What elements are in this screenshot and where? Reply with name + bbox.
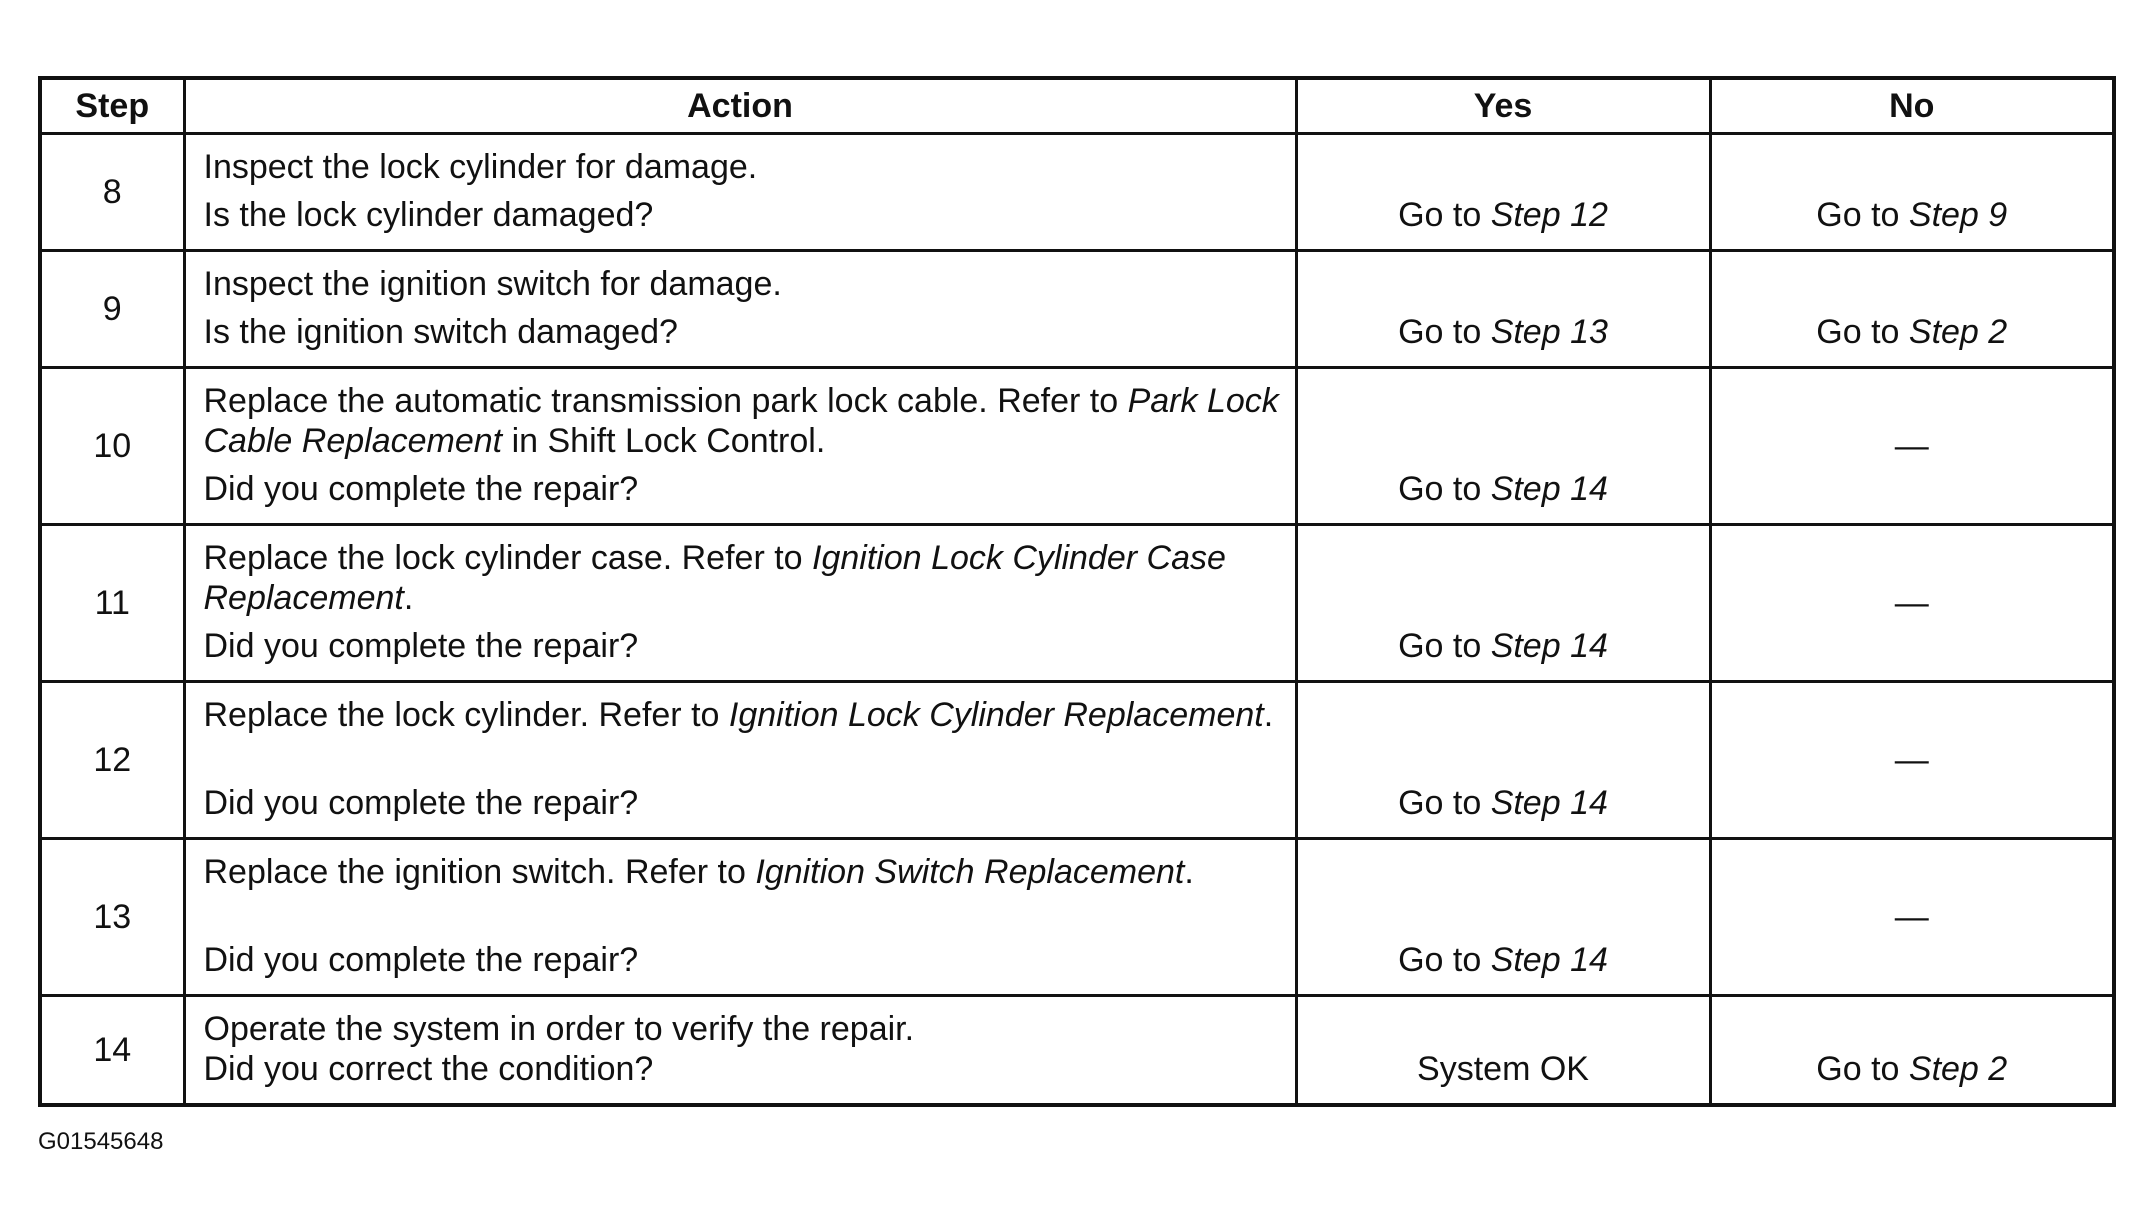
header-no: No [1710, 78, 2114, 134]
action-instruction [204, 147, 1283, 187]
action-question: Did you complete the repair? [203, 627, 639, 665]
procedure-reference: Park Lock Cable Replacement [203, 382, 1279, 460]
step-reference: Step 2 [1908, 313, 2008, 351]
step-reference: Step 13 [1490, 313, 1608, 351]
step-number: 10 [40, 368, 184, 525]
step-number: 13 [40, 839, 184, 996]
header-action: Action [184, 78, 1296, 134]
step-number: 12 [40, 682, 184, 839]
table-row [40, 839, 2114, 996]
action-instruction [204, 538, 1283, 618]
action-instruction [204, 1009, 1283, 1049]
no-result: — [1710, 525, 2114, 682]
step-reference: Step 14 [1490, 784, 1608, 822]
action-question: Did you correct the condition? [203, 1050, 654, 1088]
action-question: Did you complete the repair? [203, 941, 639, 979]
figure-id: G01545648 [38, 1128, 164, 1155]
step-number: 8 [40, 134, 184, 251]
table-row [40, 682, 2114, 839]
no-result: — [1710, 839, 2114, 996]
step-reference: Step 14 [1490, 627, 1608, 665]
yes-result [1296, 251, 1710, 368]
yes-result [1296, 368, 1710, 525]
goto-text: Go to [1398, 941, 1491, 979]
table-row [40, 251, 2114, 368]
action-cell [184, 134, 1296, 251]
yes-result [1296, 839, 1710, 996]
procedure-reference: Ignition Lock Cylinder Case Replacement [203, 539, 1226, 617]
goto-text: Go to [1398, 627, 1491, 665]
step-reference: Step 14 [1490, 941, 1608, 979]
no-result: — [1710, 368, 2114, 525]
action-cell [184, 525, 1296, 682]
yes-result [1296, 134, 1710, 251]
action-question: Is the lock cylinder damaged? [203, 196, 654, 234]
instruction-text: Replace the ignition switch. Refer to [203, 853, 756, 891]
procedure-reference: Ignition Switch Replacement [755, 853, 1185, 891]
action-instruction [204, 695, 1283, 735]
step-number: 14 [40, 996, 184, 1106]
instruction-text: . [1263, 696, 1274, 734]
action-cell [184, 682, 1296, 839]
table-row [40, 134, 2114, 251]
action-question: Did you complete the repair? [203, 470, 639, 508]
instruction-text: . [403, 579, 414, 617]
action-cell [184, 996, 1296, 1106]
instruction-text: Replace the automatic transmission park lock cable. Refer to [203, 382, 1128, 420]
action-cell [184, 251, 1296, 368]
procedure-reference: Ignition Lock Cylinder Replacement [728, 696, 1264, 734]
instruction-text: Inspect the ignition switch for damage. [203, 265, 782, 303]
no-result [1710, 996, 2114, 1106]
no-result [1710, 134, 2114, 251]
action-question: Is the ignition switch damaged? [203, 313, 678, 351]
goto-text: Go to [1398, 784, 1491, 822]
table-row [40, 996, 2114, 1106]
instruction-text: Inspect the lock cylinder for damage. [203, 148, 758, 186]
action-instruction [204, 264, 1283, 304]
header-step: Step [40, 78, 184, 134]
action-cell [184, 839, 1296, 996]
goto-text: Go to [1398, 313, 1491, 351]
no-result: — [1710, 682, 2114, 839]
step-reference: Step 12 [1490, 196, 1608, 234]
diagnostic-table [38, 76, 2116, 1107]
instruction-text: Replace the lock cylinder case. Refer to [203, 539, 813, 577]
step-reference: Step 14 [1490, 470, 1608, 508]
no-result [1710, 251, 2114, 368]
action-instruction [204, 852, 1283, 892]
goto-text: Go to [1398, 196, 1491, 234]
action-question: Did you complete the repair? [203, 784, 639, 822]
yes-result: System OK [1296, 996, 1710, 1106]
header-yes: Yes [1296, 78, 1710, 134]
yes-result [1296, 682, 1710, 839]
step-reference: Step 2 [1908, 1050, 2008, 1088]
step-number: 9 [40, 251, 184, 368]
action-instruction [204, 381, 1283, 461]
instruction-text: Operate the system in order to verify the repair. [203, 1010, 915, 1048]
step-number: 11 [40, 525, 184, 682]
instruction-text: in Shift Lock Control. [502, 422, 826, 460]
instruction-text: Replace the lock cylinder. Refer to [203, 696, 729, 734]
table-row [40, 525, 2114, 682]
instruction-text: . [1184, 853, 1194, 891]
action-cell [184, 368, 1296, 525]
goto-text: Go to [1816, 313, 1909, 351]
yes-result [1296, 525, 1710, 682]
goto-text: Go to [1398, 470, 1491, 508]
goto-text: Go to [1816, 196, 1909, 234]
header-row [40, 78, 2114, 134]
table-row [40, 368, 2114, 525]
step-reference: Step 9 [1908, 196, 2008, 234]
goto-text: Go to [1816, 1050, 1909, 1088]
